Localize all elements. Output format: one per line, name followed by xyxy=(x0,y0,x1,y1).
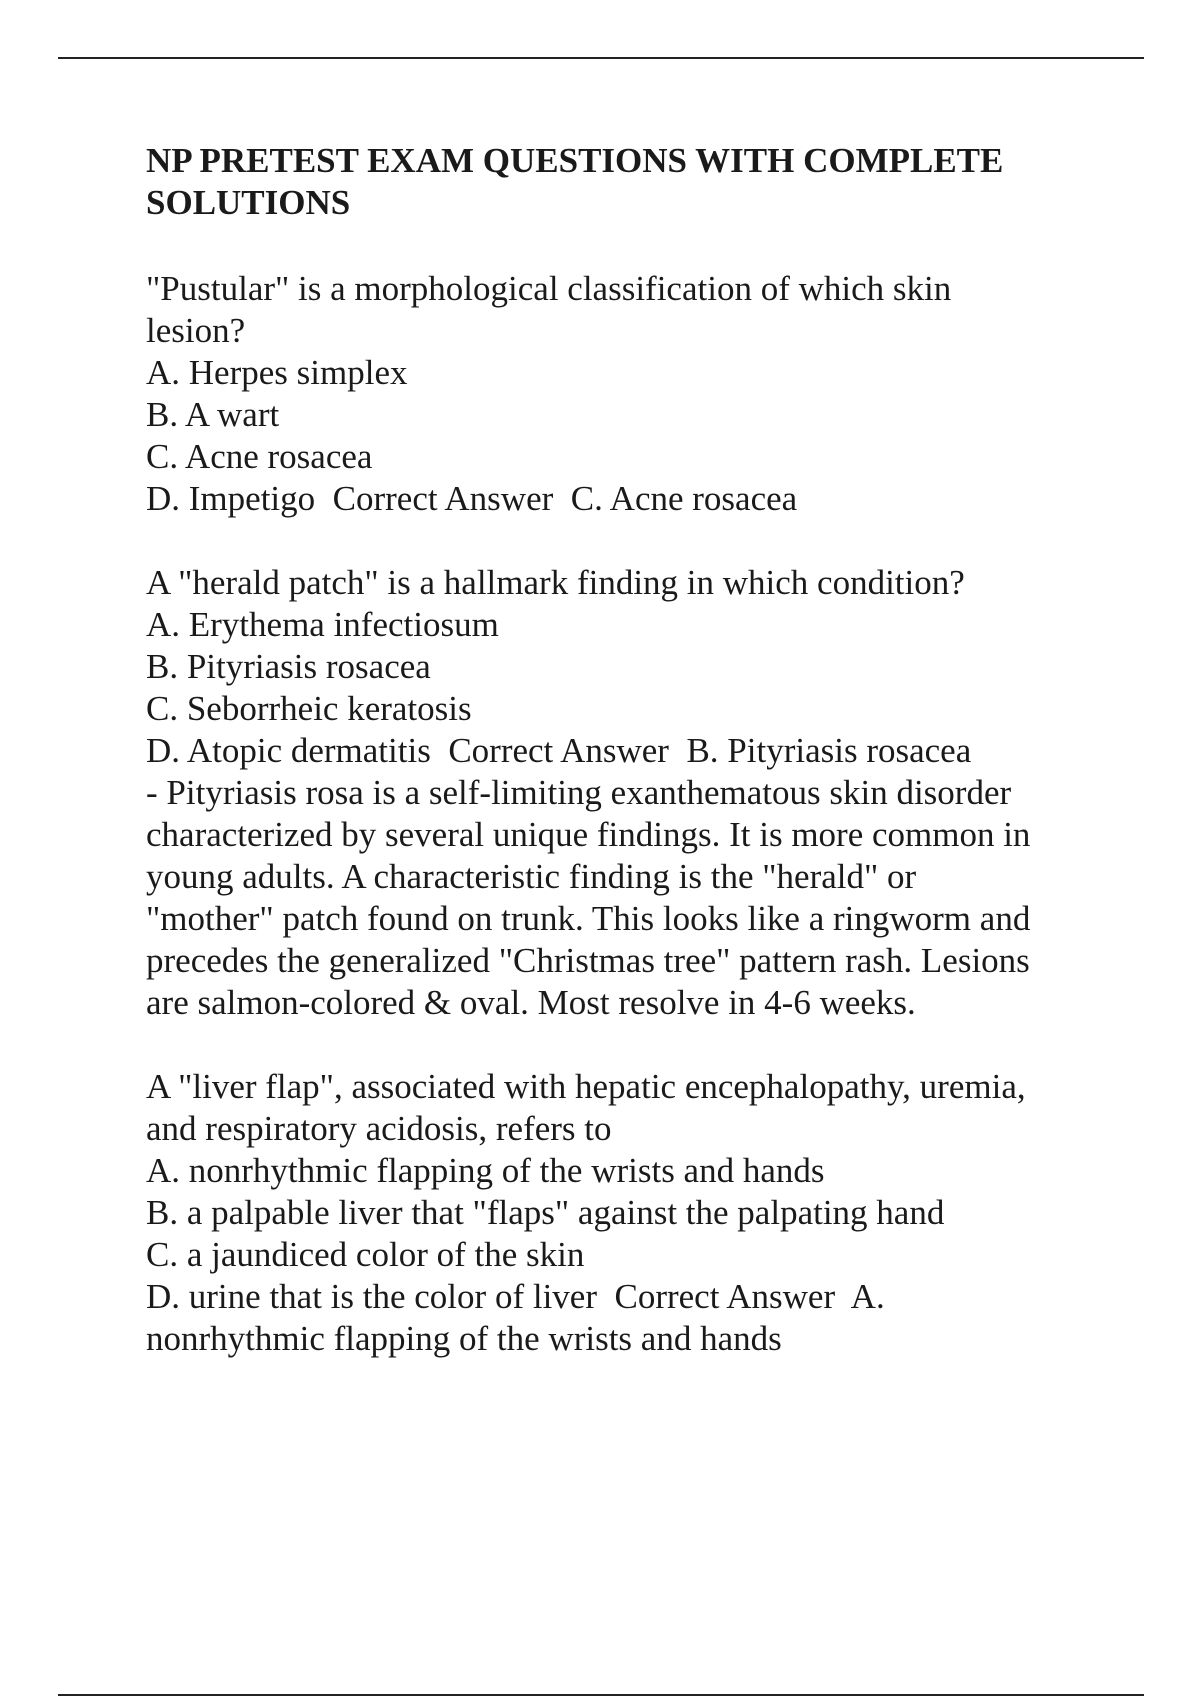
option-c: C. Seborrheic keratosis xyxy=(146,689,472,728)
bottom-rule xyxy=(58,1694,1144,1696)
question-text: A "herald patch" is a hallmark finding in which condition? xyxy=(146,563,965,602)
title-line: NP PRETEST EXAM QUESTIONS WITH COMPLETE xyxy=(146,141,1004,180)
option-b: B. a palpable liver that "flaps" against the palpating hand xyxy=(146,1193,945,1232)
title-line: SOLUTIONS xyxy=(146,183,351,222)
answer-explanation: - Pityriasis rosa is a self-limiting exanthematous skin disorder xyxy=(146,773,1012,812)
question-block-pustular xyxy=(146,268,1106,520)
answer-explanation: characterized by several unique findings. It is more common in xyxy=(146,815,1031,854)
option-b: B. A wart xyxy=(146,395,280,434)
answer-explanation: "mother" patch found on trunk. This looks like a ringworm and xyxy=(146,899,1031,938)
option-b: B. Pityriasis rosacea xyxy=(146,647,431,686)
option-d-with-answer: D. Impetigo Correct Answer C. Acne rosacea xyxy=(146,479,798,518)
answer-explanation: precedes the generalized "Christmas tree" pattern rash. Lesions xyxy=(146,941,1030,980)
top-rule xyxy=(58,57,1144,59)
option-a: A. Herpes simplex xyxy=(146,353,408,392)
answer-explanation: are salmon-colored & oval. Most resolve in 4-6 weeks. xyxy=(146,983,916,1022)
question-text: and respiratory acidosis, refers to xyxy=(146,1109,612,1148)
option-d-with-answer: nonrhythmic flapping of the wrists and hands xyxy=(146,1319,782,1358)
question-text: "Pustular" is a morphological classification of which skin xyxy=(146,269,952,308)
answer-explanation: young adults. A characteristic finding is the "herald" or xyxy=(146,857,917,896)
question-text: A "liver flap", associated with hepatic encephalopathy, uremia, xyxy=(146,1067,1026,1106)
question-block-liver-flap xyxy=(146,1066,1106,1360)
option-d-with-answer: D. urine that is the color of liver Correct Answer A. xyxy=(146,1277,885,1316)
option-c: C. Acne rosacea xyxy=(146,437,373,476)
question-text: lesion? xyxy=(146,311,246,350)
option-a: A. nonrhythmic flapping of the wrists and hands xyxy=(146,1151,825,1190)
option-a: A. Erythema infectiosum xyxy=(146,605,499,644)
question-block-herald-patch xyxy=(146,562,1106,1024)
document-title xyxy=(146,140,1106,224)
option-c: C. a jaundiced color of the skin xyxy=(146,1235,585,1274)
document-body xyxy=(146,140,1106,1402)
option-d-with-answer: D. Atopic dermatitis Correct Answer B. Pityriasis rosacea xyxy=(146,731,972,770)
